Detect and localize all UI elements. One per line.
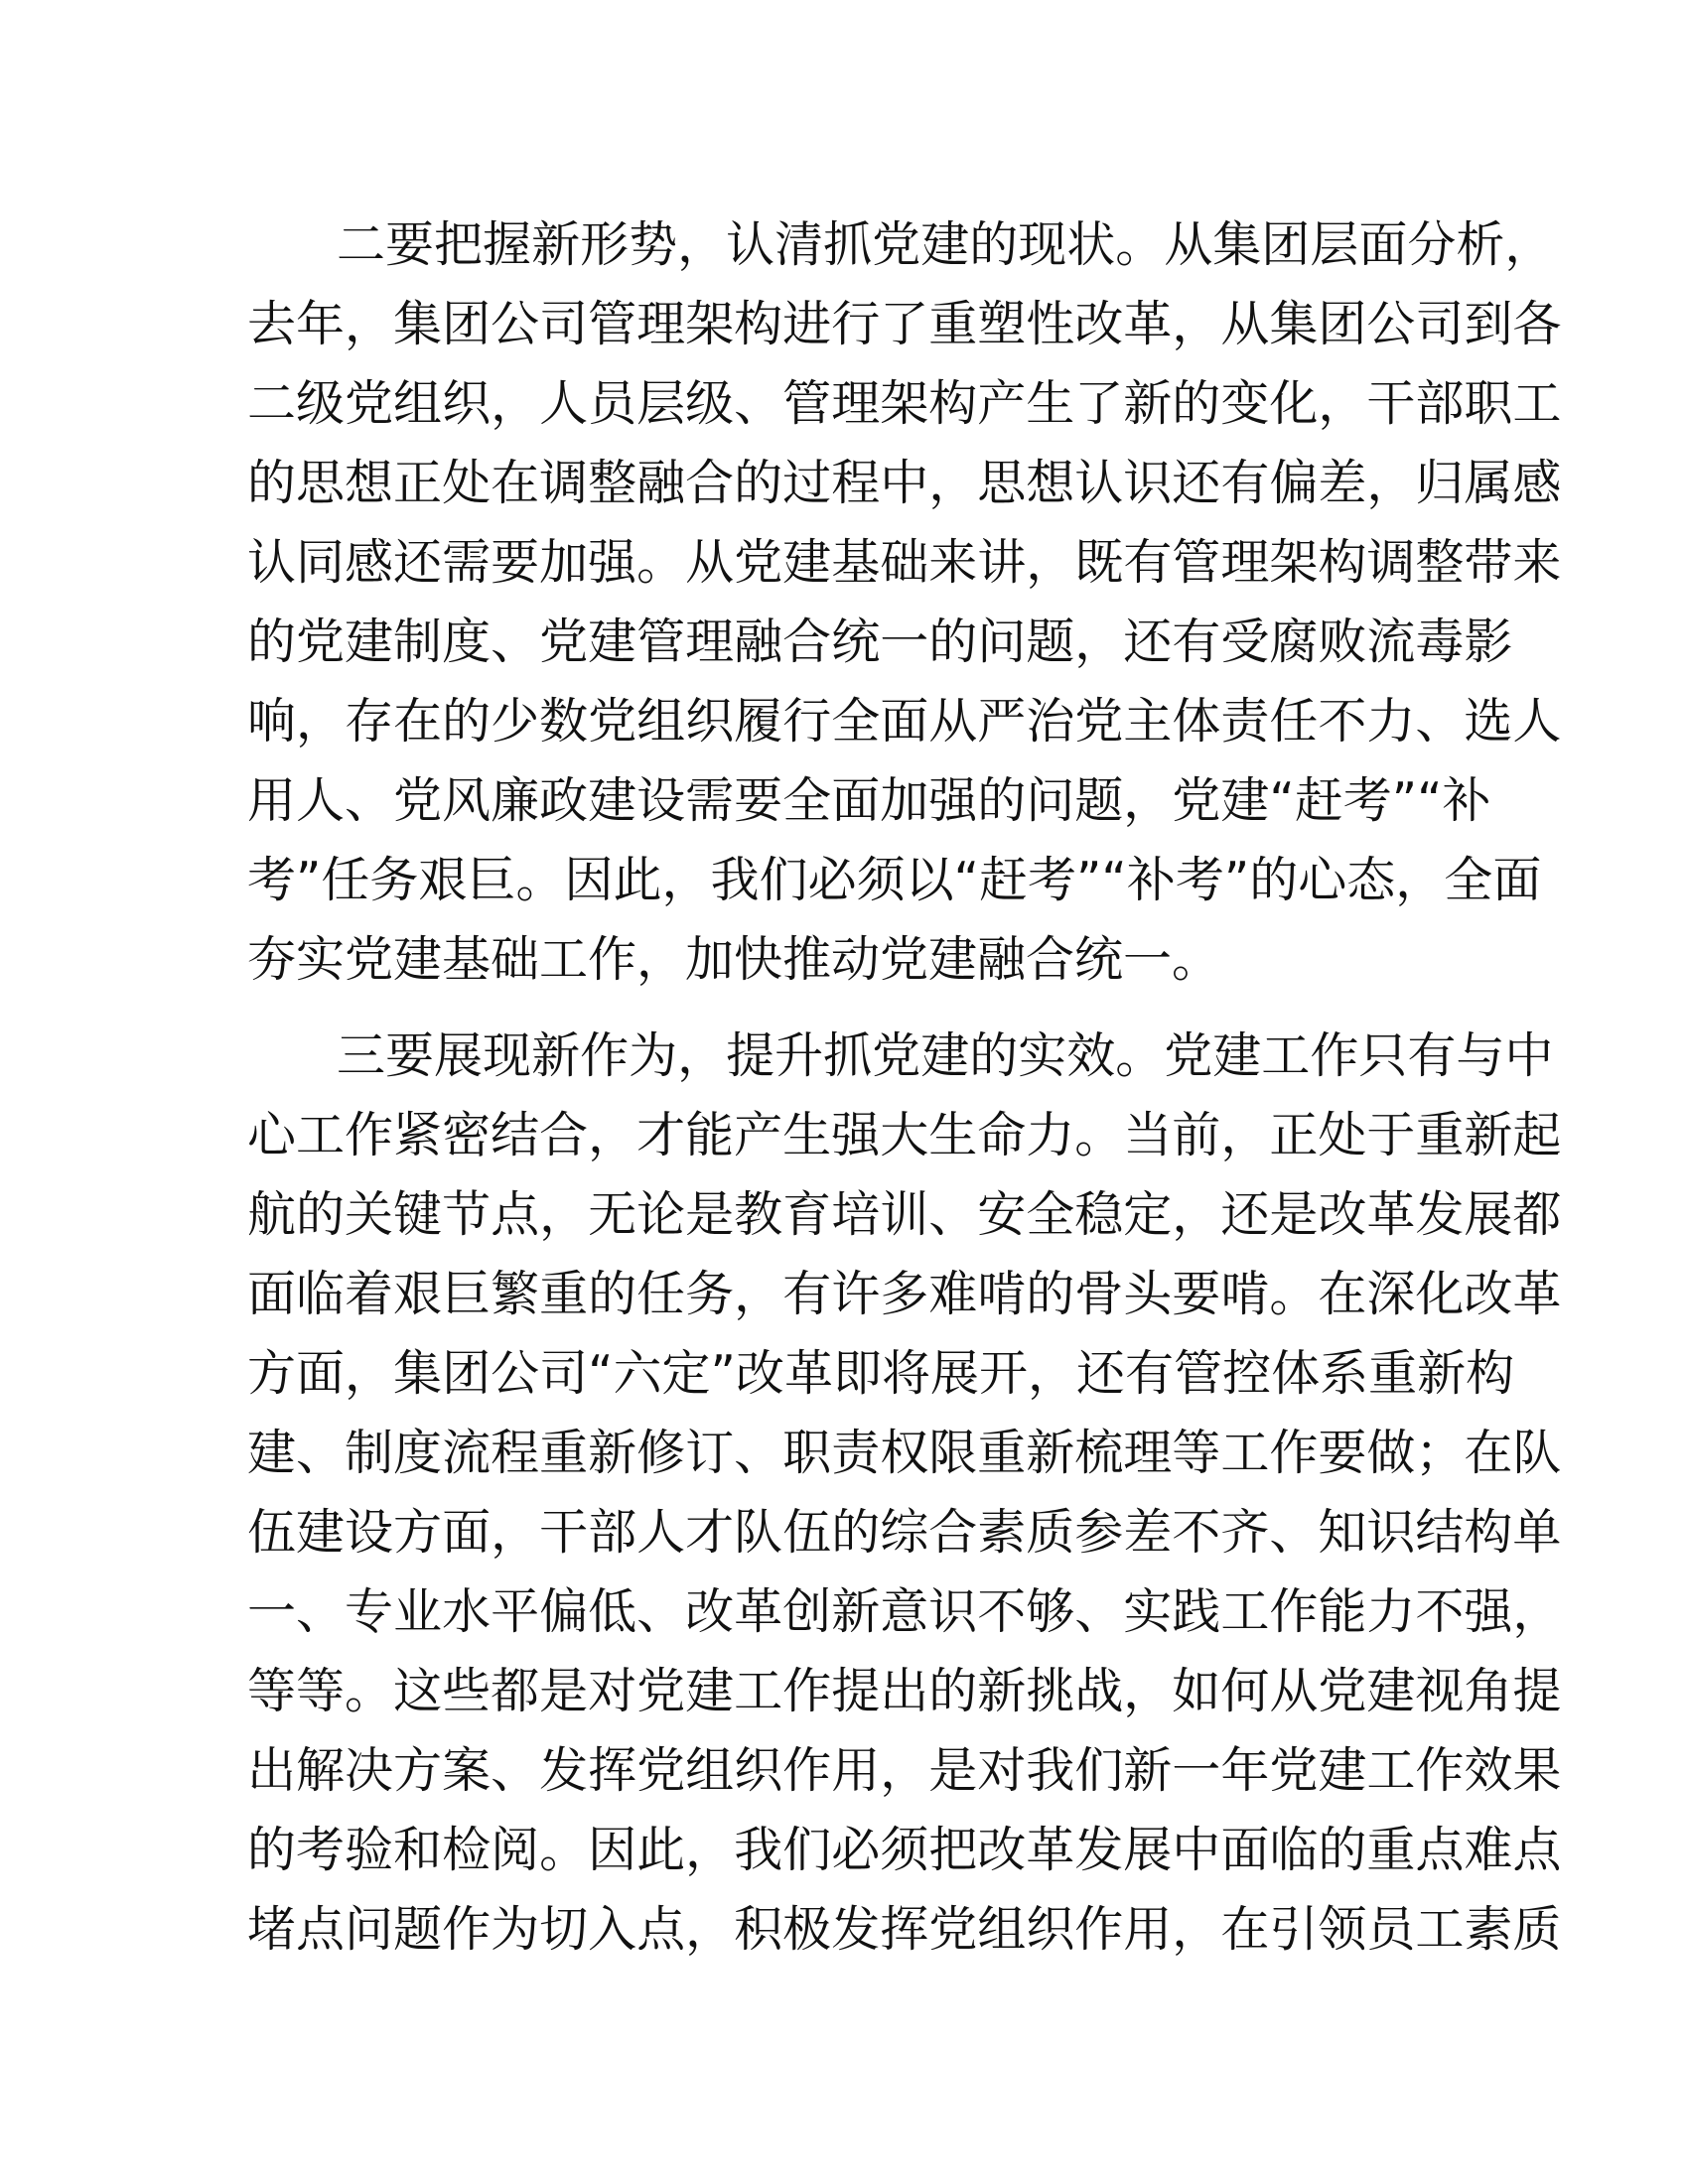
text-line: 二 级 党 组 织 ， 人 员 层 级 、 管 理 架 构 产 生 了 新 的 变 化 ， 干 部 职 工	[247, 375, 1562, 432]
text-line: 考 ” 任 务 艰 巨 。 因 此 ， 我 们 必 须 以 “ 赶 考 ” “ 补 考 ” 的 心 态 ， 全 面	[247, 852, 1542, 908]
text-line: 认 同 感 还 需 要 加 强 。 从 党 建 基 础 来 讲 ， 既 有 管 理 架 构 调 整 带 来	[247, 534, 1562, 591]
text-line: 夯实党建基础工作，加快推动党建融合统一。	[247, 931, 1221, 988]
paragraph-spacing	[247, 1000, 1439, 1017]
text-line: 的 党 建 制 度 、 党 建 管 理 融 合 统 一 的 问 题 ， 还 有 受 腐 败 流 毒 影	[247, 614, 1513, 670]
text-line: 一 、 专 业 水 平 偏 低 、 改 革 创 新 意 识 不 够 、 实 践 工 作 能 力 不 强 ，	[247, 1583, 1562, 1640]
text-line: 响 ， 存 在 的 少 数 党 组 织 履 行 全 面 从 严 治 党 主 体 责 任 不 力 、 选 人	[247, 693, 1562, 750]
paragraph	[247, 205, 1562, 1000]
paragraph	[247, 1017, 1562, 1970]
text-line: 的 考 验 和 检 阅 。 因 此 ， 我 们 必 须 把 改 革 发 展 中 面 临 的 重 点 难 点	[247, 1822, 1562, 1878]
text-line: 等 等 。 这 些 都 是 对 党 建 工 作 提 出 的 新 挑 战 ， 如 何 从 党 建 视 角 提	[247, 1663, 1562, 1719]
text-line: 二 要 把 握 新 形 势 ， 认 清 抓 党 建 的 现 状 。 从 集 团 层 面 分 析 ，	[337, 216, 1554, 273]
text-line: 出 解 决 方 案 、 发 挥 党 组 织 作 用 ， 是 对 我 们 新 一 年 党 建 工 作 效 果	[247, 1742, 1562, 1799]
text-line: 面 临 着 艰 巨 繁 重 的 任 务 ， 有 许 多 难 啃 的 骨 头 要 啃 。 在 深 化 改 革	[247, 1266, 1562, 1322]
text-line: 伍 建 设 方 面 ， 干 部 人 才 队 伍 的 综 合 素 质 参 差 不 齐 、 知 识 结 构 单	[247, 1504, 1562, 1561]
text-line: 建 、 制 度 流 程 重 新 修 订 、 职 责 权 限 重 新 梳 理 等 工 作 要 做 ； 在 队	[247, 1425, 1562, 1481]
text-line: 航 的 关 键 节 点 ， 无 论 是 教 育 培 训 、 安 全 稳 定 ， 还 是 改 革 发 展 都	[247, 1186, 1562, 1243]
text-line: 的 思 想 正 处 在 调 整 融 合 的 过 程 中 ， 思 想 认 识 还 有 偏 差 ， 归 属 感	[247, 455, 1562, 511]
text-line: 心 工 作 紧 密 结 合 ， 才 能 产 生 强 大 生 命 力 。 当 前 ， 正 处 于 重 新 起	[247, 1107, 1562, 1163]
text-line: 方 面 ， 集 团 公 司 “ 六 定 ” 改 革 即 将 展 开 ， 还 有 管 控 体 系 重 新 构	[247, 1345, 1515, 1402]
text-line: 堵 点 问 题 作 为 切 入 点 ， 积 极 发 挥 党 组 织 作 用 ， 在 引 领 员 工 素 质	[247, 1901, 1562, 1958]
body-text	[247, 205, 1562, 1970]
text-line: 去 年 ， 集 团 公 司 管 理 架 构 进 行 了 重 塑 性 改 革 ， 从 集 团 公 司 到 各	[247, 296, 1562, 352]
text-line: 三 要 展 现 新 作 为 ， 提 升 抓 党 建 的 实 效 。 党 建 工 作 只 有 与 中	[337, 1027, 1554, 1084]
text-line: 用 人 、 党 风 廉 政 建 设 需 要 全 面 加 强 的 问 题 ， 党 建 “ 赶 考 ” “ 补	[247, 772, 1491, 829]
